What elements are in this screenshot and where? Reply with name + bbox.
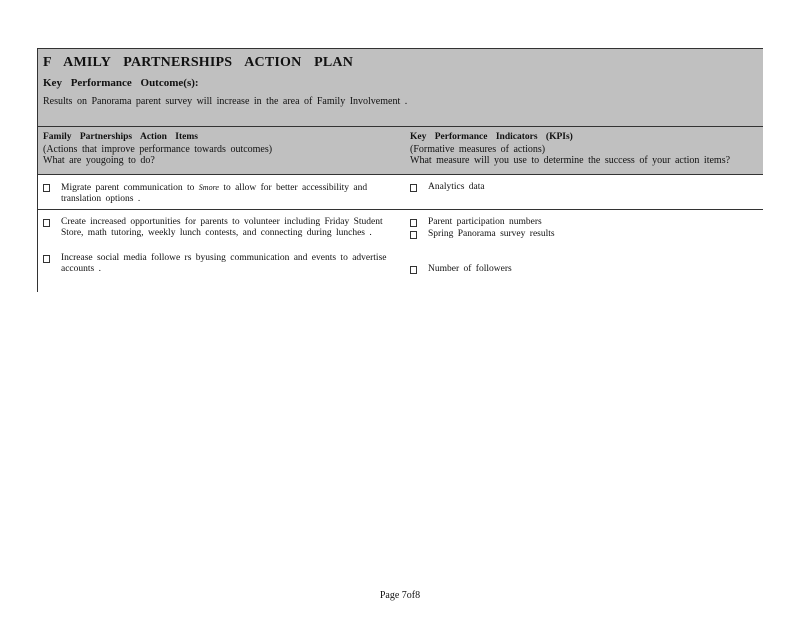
page-number: Page 7of8 — [379, 590, 421, 601]
kpi-question: What measure will you use to determine the success of your action items? — [410, 155, 731, 166]
bullet-icon — [410, 184, 417, 192]
kpi-title: Key Performance Indicators (KPIs) — [410, 132, 573, 142]
kpi-cell — [410, 217, 760, 276]
kpi-item — [410, 217, 760, 228]
table-row — [38, 210, 763, 292]
bullet-icon — [43, 255, 50, 263]
bullet-icon — [43, 184, 50, 192]
kpi-item — [410, 264, 760, 275]
action-item — [43, 182, 393, 205]
kpi-cell — [410, 182, 760, 194]
action-item-text: Create increased opportunities for parents to volunteer including Friday Student Store, math tutoring, weekly lunch contests, and connecting during lunches . — [61, 217, 383, 238]
smore-term: Smore — [198, 183, 219, 192]
table-row — [38, 175, 763, 210]
kpi-item-text: Number of followers — [428, 264, 512, 274]
action-plan-table — [37, 48, 763, 292]
action-item-text: Increase social media followe rs byusing communication and events to advertise accounts . — [61, 253, 387, 274]
action-items-header — [43, 132, 393, 167]
kpi-item-text: Analytics data — [428, 182, 485, 192]
action-items-title: Family Partnerships Action Items — [43, 132, 198, 142]
bullet-icon — [410, 231, 417, 239]
bullet-icon — [43, 219, 50, 227]
kpi-item — [410, 229, 760, 240]
action-items-cell — [43, 217, 393, 289]
kpi-item-text: Parent participation numbers — [428, 217, 542, 227]
bullet-icon — [410, 219, 417, 227]
action-item — [43, 253, 393, 275]
action-item-text: Migrate parent communication to Smore to allow for better accessibility and translation options . — [61, 183, 368, 204]
key-performance-outcome-label: Key Performance Outcome(s): — [43, 77, 199, 89]
action-item — [43, 217, 393, 239]
kpi-subtitle: (Formative measures of actions) — [410, 143, 546, 155]
kpi-item-text: Spring Panorama survey results — [428, 229, 555, 239]
action-items-question: What are yougoing to do? — [43, 155, 155, 166]
key-performance-outcome-text: Results on Panorama parent survey will increase in the area of Family Involvement . — [43, 96, 408, 107]
kpi-header — [410, 132, 760, 167]
kpi-item — [410, 182, 760, 193]
plan-title: F AMILY PARTNERSHIPS ACTION PLAN — [43, 55, 354, 70]
plan-header — [38, 48, 763, 127]
bullet-icon — [410, 266, 417, 274]
action-items-subtitle: (Actions that improve performance towards outcomes) — [43, 143, 273, 155]
column-headers — [38, 127, 763, 175]
